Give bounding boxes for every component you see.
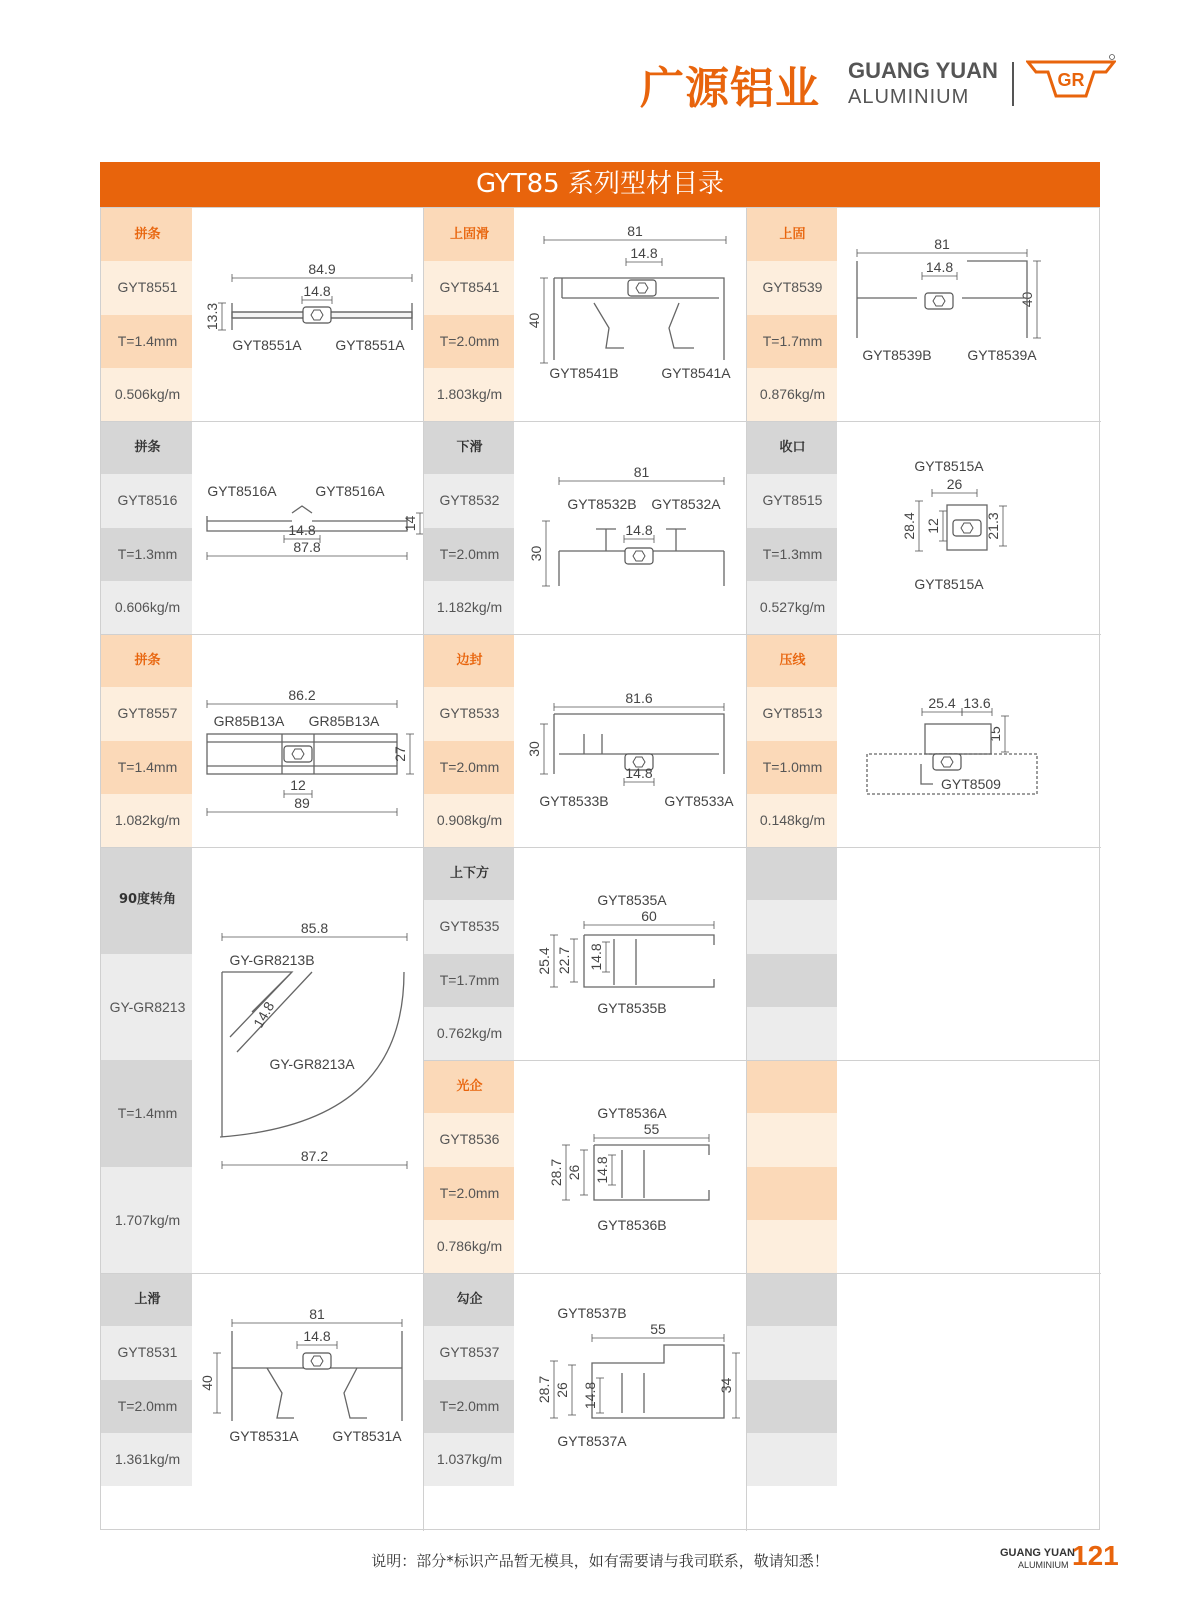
brand-divider <box>1012 62 1014 106</box>
profile-thickness: T=1.0mm <box>762 758 823 775</box>
dimension-label: 14.8 <box>588 943 604 971</box>
part-label: GYT8551A <box>232 337 302 353</box>
part-label: GYT8515A <box>914 458 984 474</box>
label-band <box>746 847 837 900</box>
dimension-label: 14.8 <box>594 1156 610 1184</box>
profile-category: 上下方 <box>449 866 489 881</box>
part-label: GYT8539B <box>862 347 932 363</box>
profile-category: 上滑 <box>134 1292 161 1307</box>
profile-drawing <box>514 1060 746 1273</box>
dimension-label: 14.8 <box>630 245 658 261</box>
dimension-label: 40 <box>526 312 542 329</box>
dimension-label: 14 <box>402 515 418 532</box>
profile-weight: 0.148kg/m <box>759 811 826 828</box>
profile-category: 拼条 <box>134 653 161 668</box>
profile-weight: 0.762kg/m <box>436 1024 503 1041</box>
dimension-label: 86.2 <box>288 687 316 703</box>
part-label: GYT8539A <box>967 347 1037 363</box>
profile-cell-gyt8533 <box>423 634 746 847</box>
brand-name-en: GUANG YUAN <box>848 58 998 83</box>
label-band <box>746 954 837 1007</box>
part-label: GYT8536A <box>597 1105 667 1121</box>
dimension-label: 81 <box>934 236 950 252</box>
profile-cell-gyt8551 <box>101 208 424 421</box>
profile-drawing <box>837 208 1069 421</box>
profile-cell-gyt8536 <box>423 1060 746 1273</box>
profile-cell-gyt8516 <box>101 421 424 634</box>
empty-cell <box>746 847 1069 1060</box>
profile-cell-gyt8535 <box>423 847 746 1060</box>
profile-category: 压线 <box>779 653 806 668</box>
profile-thickness: T=1.4mm <box>117 758 178 775</box>
profile-category: 上固 <box>779 227 806 242</box>
part-label: GYT8516A <box>315 483 385 499</box>
part-label: GYT8531A <box>332 1428 402 1444</box>
profile-code: GYT8539 <box>762 279 823 296</box>
profile-drawing <box>514 847 746 1060</box>
part-label: GYT8515A <box>914 576 984 592</box>
part-label: GY-GR8213B <box>229 952 315 968</box>
dimension-label: 14.8 <box>625 765 653 781</box>
dimension-label: 27 <box>392 746 408 762</box>
profile-category: 拼条 <box>134 440 161 455</box>
empty-cell <box>746 1060 1069 1273</box>
profile-drawing <box>514 634 746 847</box>
profile-thickness: T=1.7mm <box>439 971 500 988</box>
profile-drawing <box>837 634 1069 847</box>
part-label: GYT8532B <box>567 496 637 512</box>
grid-divider <box>423 208 424 1531</box>
dimension-label: 14.8 <box>582 1381 598 1410</box>
profile-thickness: T=2.0mm <box>439 1397 500 1414</box>
footer-note: 说明：部分*标识产品暂无模具，如有需要请与我司联系，敬请知悉！ <box>371 1552 829 1570</box>
profile-thickness: T=1.3mm <box>762 545 823 562</box>
profile-category: 拼条 <box>134 227 161 242</box>
profile-weight: 1.707kg/m <box>114 1211 181 1228</box>
profile-drawing <box>192 208 424 421</box>
grid-divider <box>101 847 1101 848</box>
part-label: GYT8533B <box>539 793 609 809</box>
dimension-label: 25.4 <box>536 947 552 975</box>
catalog-grid <box>100 207 1100 1530</box>
dimension-label: 55 <box>643 1121 660 1137</box>
profile-drawing <box>514 421 746 634</box>
profile-weight: 0.786kg/m <box>436 1237 503 1254</box>
profile-thickness: T=2.0mm <box>439 758 500 775</box>
part-label: GYT8536B <box>597 1217 667 1233</box>
profile-category: 下滑 <box>456 440 483 455</box>
dimension-label: 14.8 <box>925 259 954 275</box>
profile-code: GYT8516 <box>117 492 178 509</box>
dimension-label: 22.7 <box>556 946 572 975</box>
profile-code: GYT8535 <box>439 918 500 935</box>
dimension-label: 40 <box>199 1375 215 1391</box>
profile-thickness: T=2.0mm <box>439 1184 500 1201</box>
footer-brand: GUANG YUAN <box>1000 1547 1075 1559</box>
profile-weight: 0.606kg/m <box>114 598 181 615</box>
profile-cell-gyt8513 <box>746 634 1069 847</box>
profile-category: 收口 <box>779 440 806 455</box>
profile-category: 光企 <box>456 1079 483 1094</box>
dimension-label: 14.8 <box>303 1328 331 1344</box>
profile-weight: 1.803kg/m <box>436 385 503 402</box>
profile-drawing <box>192 847 424 1273</box>
profile-drawing <box>192 421 424 634</box>
footer-brand-sub: ALUMINIUM <box>1018 1560 1069 1570</box>
profile-code: GYT8533 <box>439 705 500 722</box>
dimension-label: 21.3 <box>985 512 1001 540</box>
profile-weight: 0.527kg/m <box>759 598 826 615</box>
label-band <box>746 900 837 953</box>
profile-code: GYT8532 <box>439 492 500 509</box>
profile-weight: 0.876kg/m <box>759 385 826 402</box>
dimension-label: 30 <box>528 545 544 562</box>
profile-thickness: T=2.0mm <box>117 1397 178 1414</box>
profile-drawing <box>192 634 424 847</box>
profile-category: 勾企 <box>456 1292 483 1307</box>
part-label: GYT8509 <box>941 776 1001 792</box>
part-label: GYT8532A <box>651 496 721 512</box>
profile-thickness: T=1.3mm <box>117 545 178 562</box>
part-label: GYT8535A <box>597 892 667 908</box>
dimension-label: 13.3 <box>204 302 220 331</box>
profile-drawing <box>192 1273 424 1486</box>
profile-code: GYT8537 <box>439 1344 500 1361</box>
brand-logo-icon <box>1026 54 1116 106</box>
dimension-label: 81.6 <box>625 690 653 706</box>
part-label: GYT8537A <box>557 1433 627 1449</box>
grid-divider <box>101 1273 1101 1274</box>
dimension-label: 89 <box>294 795 310 811</box>
dimension-label: 25.4 <box>928 695 956 711</box>
profile-drawing <box>514 208 746 421</box>
profile-code: GYT8536 <box>439 1131 500 1148</box>
page-number: 121 <box>1072 1540 1119 1571</box>
profile-weight: 1.182kg/m <box>436 598 503 615</box>
catalog-title: GYT85 系列型材目录 <box>100 162 1100 207</box>
profile-drawing <box>837 421 1069 634</box>
profile-code: GY-GR8213 <box>109 998 186 1015</box>
profile-weight: 0.506kg/m <box>114 385 181 402</box>
grid-divider <box>101 421 1101 422</box>
dimension-label: 30 <box>526 741 542 757</box>
dimension-label: 26 <box>946 476 963 492</box>
profile-weight: 0.908kg/m <box>436 811 503 828</box>
part-label: GYT8516A <box>207 483 277 499</box>
dimension-label: 15 <box>987 726 1003 742</box>
profile-cell-gyt8531 <box>101 1273 424 1486</box>
part-label: GYT8535B <box>597 1000 667 1016</box>
dimension-label: 60 <box>641 908 657 924</box>
profile-cell-gyt8532 <box>423 421 746 634</box>
profile-cell-gy-gr8213 <box>101 847 424 1273</box>
dimension-label: 14.8 <box>249 998 278 1031</box>
profile-code: GYT8541 <box>439 279 500 296</box>
empty-cell <box>746 1273 1069 1486</box>
label-band <box>746 1380 837 1433</box>
label-band <box>746 1326 837 1379</box>
dimension-label: 84.9 <box>308 261 336 277</box>
dimension-label: 87.8 <box>293 539 321 555</box>
part-label: GYT8531A <box>229 1428 299 1444</box>
grid-divider <box>101 634 1101 635</box>
profile-cell-gyt8537 <box>423 1273 746 1486</box>
profile-thickness: T=1.4mm <box>117 332 178 349</box>
dimension-label: 85.8 <box>300 920 329 936</box>
dimension-label: 13.6 <box>963 695 991 711</box>
profile-code: GYT8531 <box>117 1344 178 1361</box>
part-label: GYT8541A <box>661 365 731 381</box>
profile-code: GYT8513 <box>762 705 823 722</box>
profile-thickness: T=1.4mm <box>117 1105 178 1121</box>
profile-cell-gyt8539 <box>746 208 1069 421</box>
dimension-label: 12 <box>925 518 941 534</box>
part-label: GYT8533A <box>664 793 734 809</box>
label-band <box>746 1273 837 1326</box>
dimension-label: 26 <box>566 1164 582 1181</box>
label-band <box>746 1060 837 1113</box>
brand-name-en-sub: ALUMINIUM <box>848 86 970 108</box>
label-band <box>746 1433 837 1486</box>
part-label: GYT8551A <box>335 337 405 353</box>
part-label: GR85B13A <box>213 713 285 729</box>
profile-cell-gyt8541 <box>423 208 746 421</box>
label-band <box>746 1167 837 1220</box>
profile-thickness: T=1.7mm <box>762 332 823 349</box>
profile-code: GYT8557 <box>117 705 178 722</box>
profile-category: 边封 <box>456 653 483 668</box>
profile-drawing <box>514 1273 746 1486</box>
profile-cell-gyt8557 <box>101 634 424 847</box>
label-band <box>746 1007 837 1060</box>
grid-divider <box>423 1060 1100 1061</box>
dimension-label: 34 <box>718 1377 734 1394</box>
profile-category: 上固滑 <box>449 227 489 242</box>
page-header <box>0 0 1200 150</box>
dimension-label: 14.8 <box>288 522 316 538</box>
dimension-label: 40 <box>1019 291 1035 308</box>
logo-lettering: GR <box>1057 70 1085 90</box>
profile-weight: 1.361kg/m <box>114 1450 181 1467</box>
dimension-label: 28.7 <box>548 1158 564 1187</box>
dimension-label: 26 <box>554 1382 570 1398</box>
profile-cell-gyt8515 <box>746 421 1069 634</box>
label-band <box>746 1220 837 1273</box>
profile-weight: 1.037kg/m <box>436 1450 503 1467</box>
brand-name-cn: 广源铝业 <box>640 63 820 114</box>
label-band <box>746 1113 837 1166</box>
part-label: GYT8541B <box>549 365 619 381</box>
part-label: GR85B13A <box>308 713 380 729</box>
profile-weight: 1.082kg/m <box>114 811 181 828</box>
part-label: GY-GR8213A <box>269 1056 355 1072</box>
profile-category: 90度转角 <box>118 892 177 907</box>
grid-divider <box>746 208 747 1531</box>
dimension-label: 28.4 <box>901 512 917 540</box>
profile-code: GYT8515 <box>762 492 823 509</box>
profile-thickness: T=2.0mm <box>439 545 500 562</box>
profile-thickness: T=2.0mm <box>439 332 500 349</box>
dimension-label: 55 <box>650 1321 666 1337</box>
dimension-label: 87.2 <box>300 1148 329 1164</box>
dimension-label: 81 <box>633 464 650 480</box>
dimension-label: 81 <box>309 1306 325 1322</box>
dimension-label: 14.8 <box>303 283 331 299</box>
dimension-label: 12 <box>290 777 306 793</box>
dimension-label: 81 <box>627 223 643 239</box>
part-label: GYT8537B <box>557 1305 627 1321</box>
profile-code: GYT8551 <box>117 279 178 296</box>
dimension-label: 28.7 <box>536 1375 552 1404</box>
dimension-label: 14.8 <box>625 522 653 538</box>
